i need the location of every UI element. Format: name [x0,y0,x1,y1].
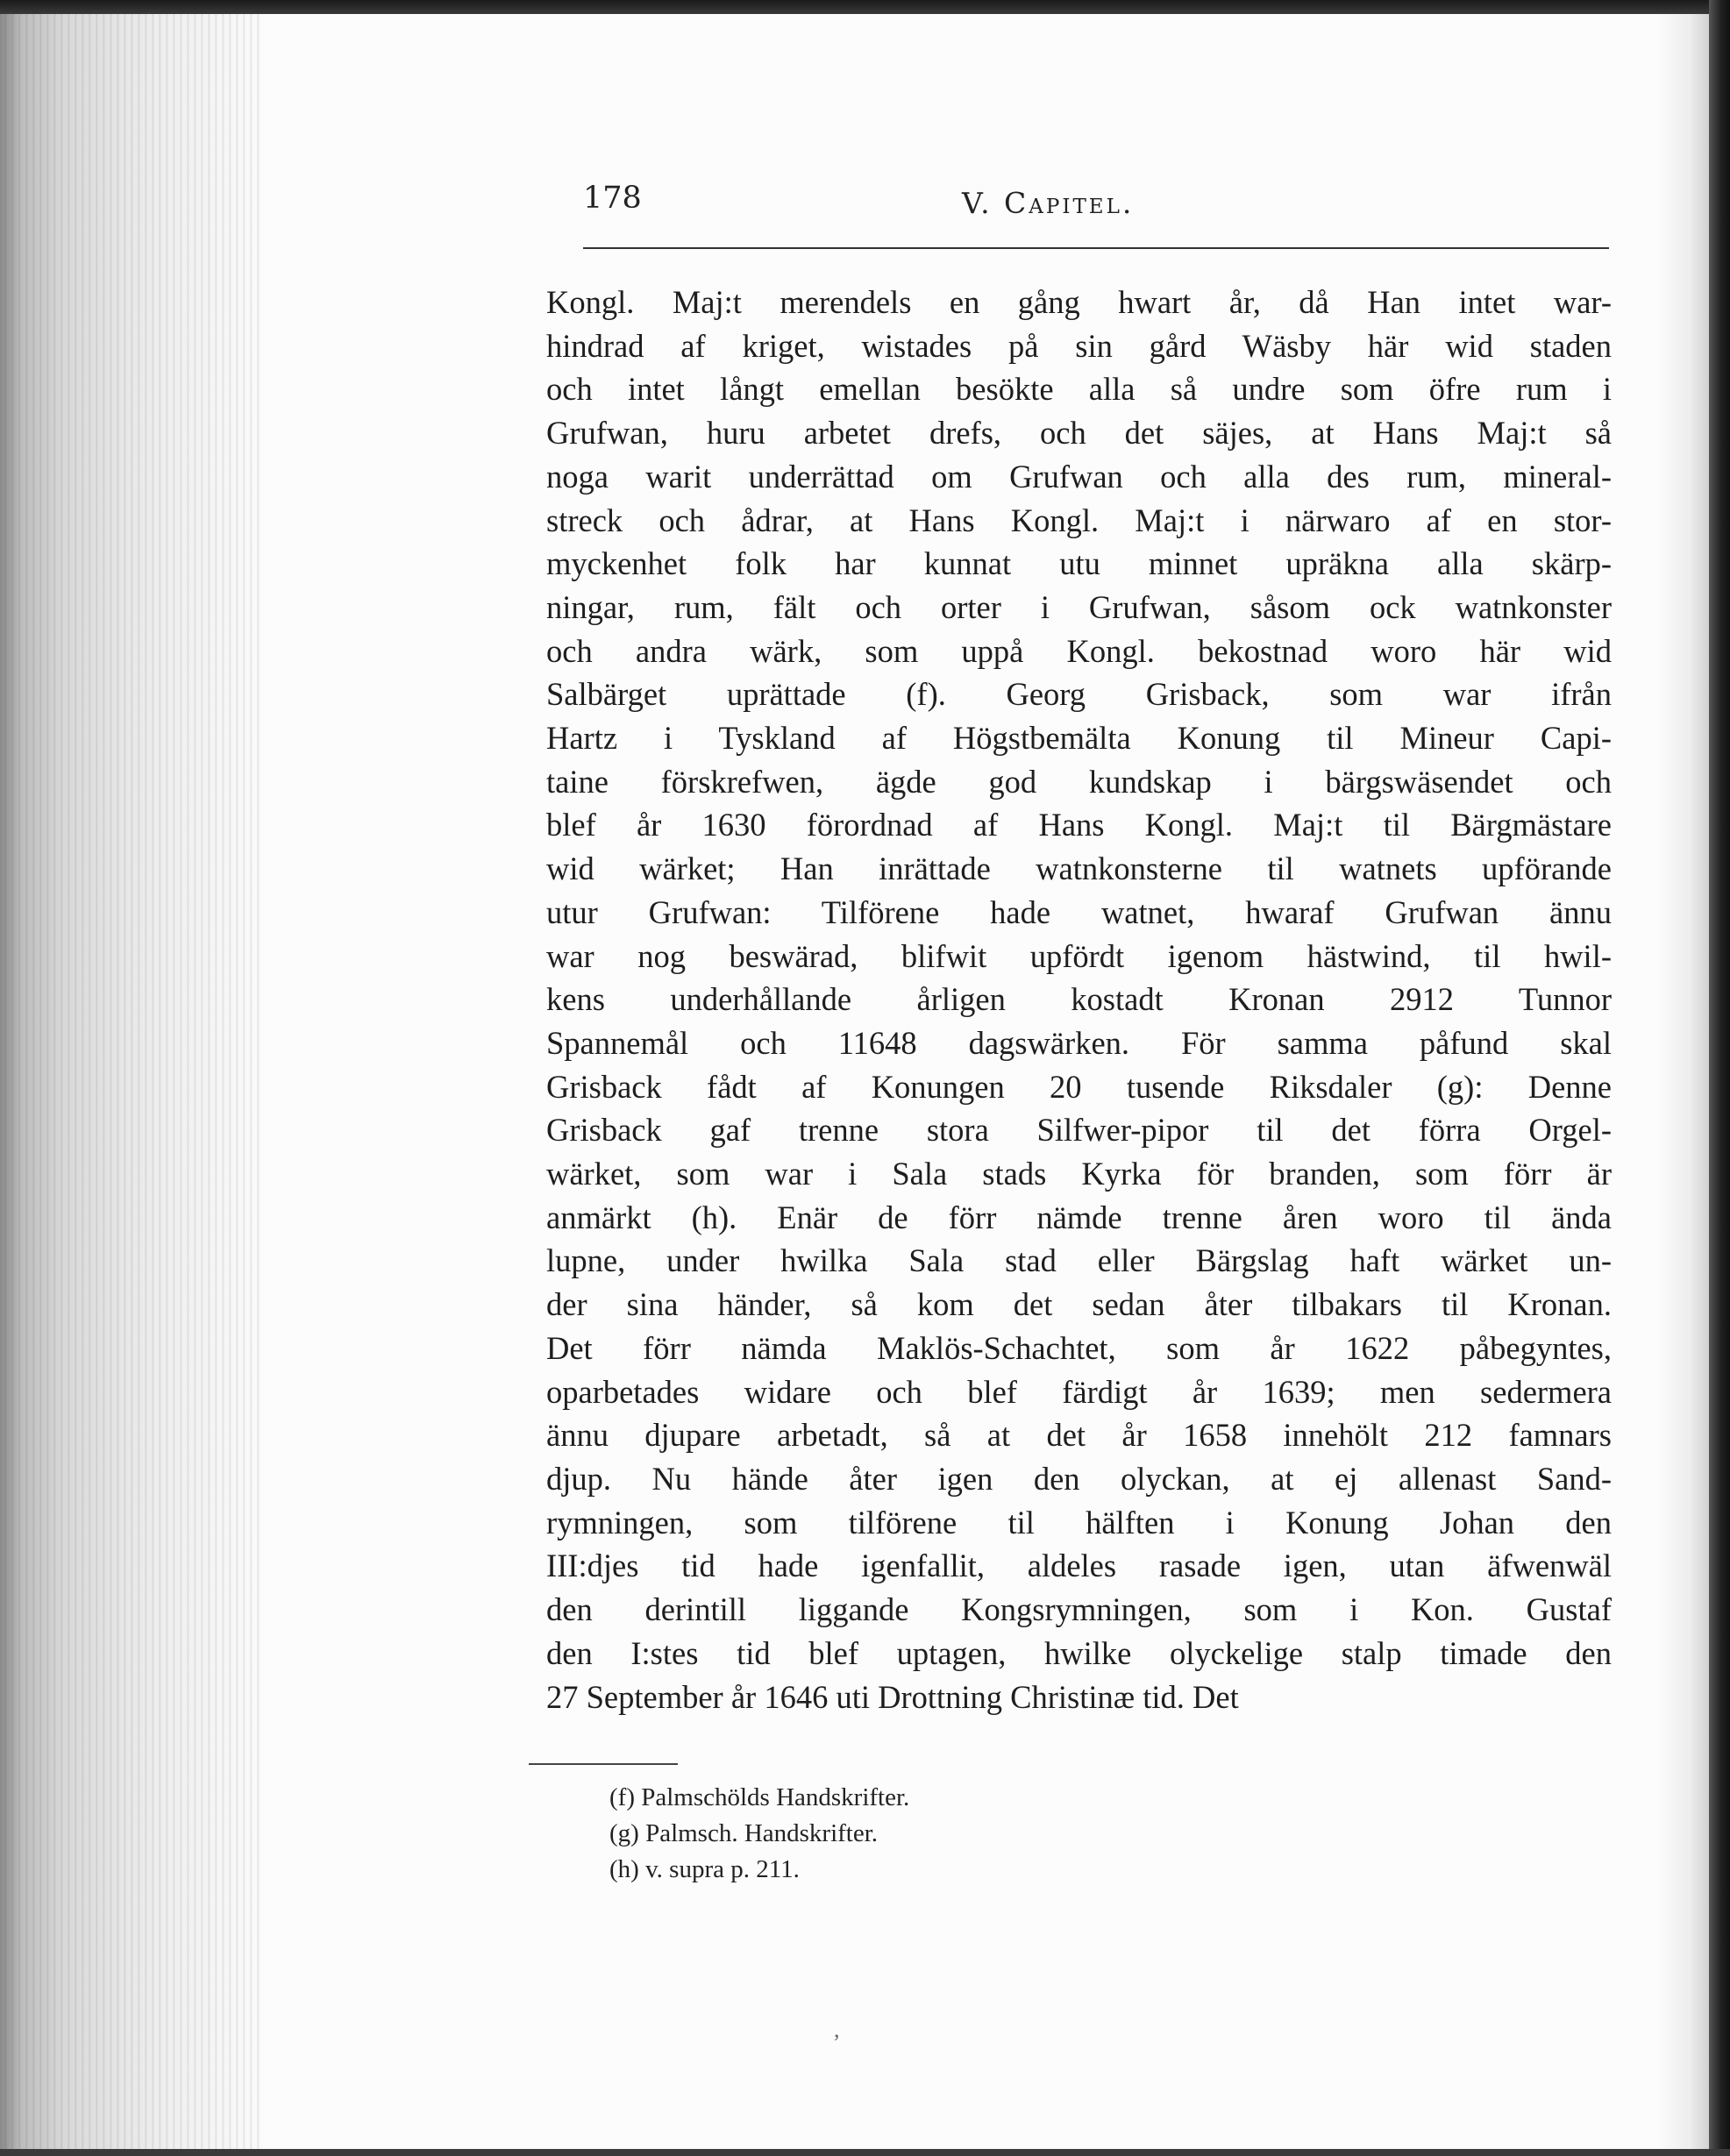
scanner-frame-right [1709,0,1730,2156]
footnote: (f) Palmschölds Handskrifter. [609,1783,910,1811]
body-line: Grisback fådt af Konungen 20 tusende Riksdaler (g): Denne [546,1068,1612,1105]
body-line: taine förskrefwen, ägde god kundskap i bärgswäsendet och [546,763,1612,800]
body-line: myckenhet folk har kunnat utu minnet upräkna alla skärp- [546,545,1612,582]
body-line: Hartz i Tyskland af Högstbemälta Konung til Mineur Capi- [546,720,1612,757]
footnote-rule [529,1763,678,1765]
body-line: der sina händer, så kom det sedan åter tilbakars til Kronan. [546,1286,1612,1323]
body-line: den derintill liggande Kongsrymningen, som i Kon. Gustaf [546,1591,1612,1628]
body-line: och andra wärk, som uppå Kongl. bekostnad woro här wid [546,632,1612,669]
body-line: wid wärket; Han inrättade watnkonsterne til watnets upförande [546,850,1612,887]
body-line: war nog beswärad, blifwit upfördt igenom hästwind, til hwil- [546,937,1612,974]
scanner-frame-top [0,0,1730,14]
body-line: anmärkt (h). Enär de förr nämde trenne åren woro til ända [546,1199,1612,1235]
footnote: (g) Palmsch. Handskrifter. [609,1819,879,1847]
footnote: (h) v. supra p. 211. [609,1855,800,1883]
body-line: Grisback gaf trenne stora Silfwer-pipor til det förra Orgel- [546,1112,1612,1149]
body-line: streck och ådrar, at Hans Kongl. Maj:t i närwaro af en stor- [546,502,1612,538]
running-head: V. Capitel. [962,186,1135,220]
body-line: ännu djupare arbetadt, så at det år 1658 innehölt 212 famnars [546,1417,1612,1454]
body-line: III:djes tid hade igenfallit, aldeles rasade igen, utan äfwenwäl [546,1548,1612,1584]
page-header [583,181,1609,249]
body-line: kens underhållande årligen kostadt Kronan 2912 Tunnor [546,981,1612,1018]
body-line: ningar, rum, fält och orter i Grufwan, såsom ock watnkonster [546,588,1612,625]
body-line: och intet långt emellan besökte alla så undre som öfre rum i [546,371,1612,408]
body-line: wärket, som war i Sala stads Kyrka för branden, som förr är [546,1156,1612,1192]
body-line: 27 September år 1646 uti Drottning Christinæ tid. Det [546,1678,1239,1715]
body-line: den I:stes tid blef uptagen, hwilke olyckelige stalp timade den [546,1634,1612,1671]
body-line: hindrad af kriget, wistades på sin gård Wäsby här wid staden [546,327,1612,364]
body-line: lupne, under hwilka Sala stad eller Bärgslag haft wärket un- [546,1242,1612,1279]
body-line: blef år 1630 förordnad af Hans Kongl. Maj:t til Bärgmästare [546,807,1612,843]
stacked-page-edges [0,14,263,2156]
footnotes [609,1780,909,1888]
body-text [546,281,1612,1718]
page-number: 178 [583,181,642,216]
binding-gutter-shadow [1656,14,1709,2149]
body-line: Det förr nämda Maklös-Schachtet, som år 1622 påbegyntes, [546,1329,1612,1366]
body-line: djup. Nu hände åter igen den olyckan, at ej allenast Sand- [546,1460,1612,1497]
body-line: Salbärget uprättade (f). Georg Grisback, som war ifrån [546,676,1612,713]
scanner-frame-bottom [0,2149,1730,2156]
stray-mark: , [834,2017,840,2042]
body-line: Kongl. Maj:t merendels en gång hwart år, då Han intet war- [546,284,1612,320]
body-line: noga warit underrättad om Grufwan och alla des rum, mineral- [546,458,1612,495]
body-line: rymningen, som tilförene til hälften i Konung Johan den [546,1504,1612,1541]
body-line: oparbetades widare och blef färdigt år 1639; men sedermera [546,1373,1612,1410]
body-line: Grufwan, huru arbetet drefs, och det säjes, at Hans Maj:t så [546,415,1612,452]
body-line: utur Grufwan: Tilförene hade watnet, hwaraf Grufwan ännu [546,893,1612,930]
body-line: Spannemål och 11648 dagswärken. För samma påfund skal [546,1024,1612,1061]
